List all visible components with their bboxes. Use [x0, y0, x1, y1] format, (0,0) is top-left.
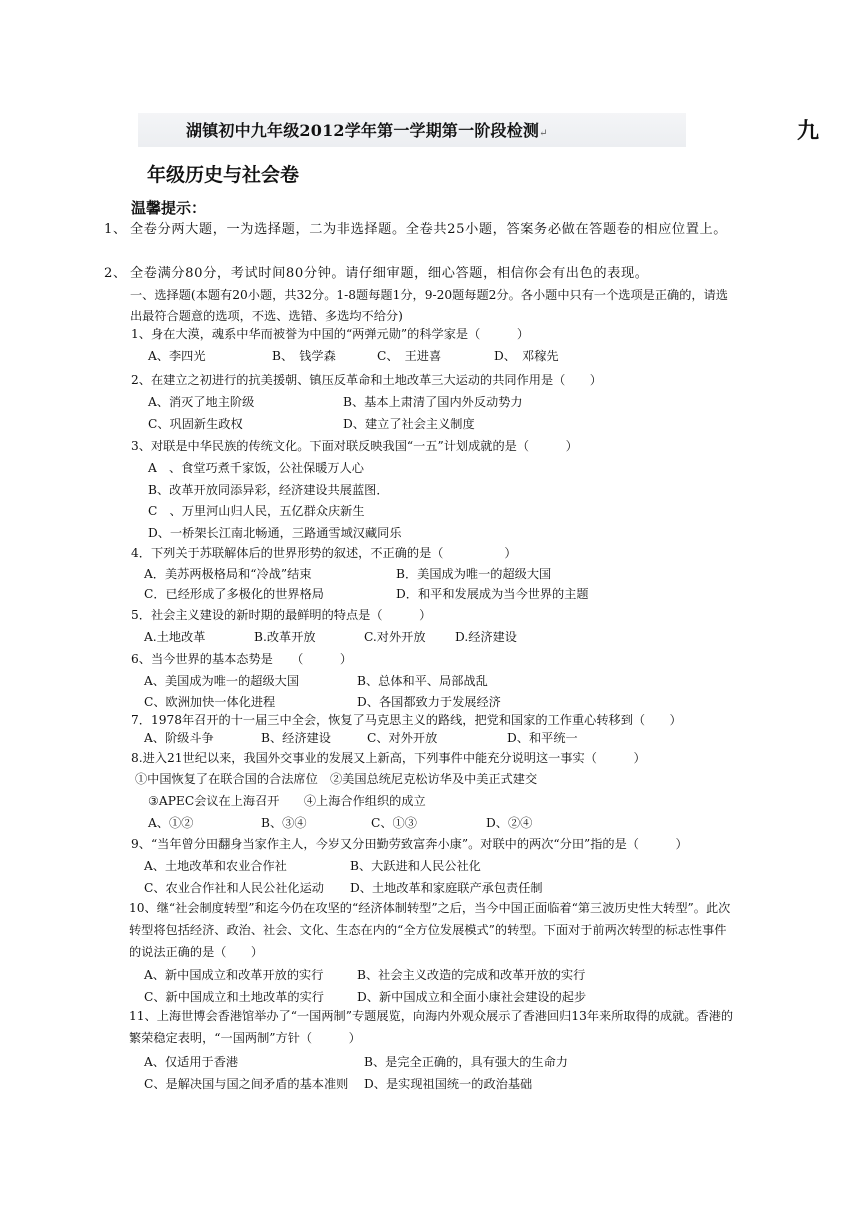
tip-number: 1、: [104, 222, 127, 237]
paragraph-return-mark: ↵: [539, 128, 548, 139]
option-c: C、欧洲加快一体化进程: [144, 695, 276, 709]
option-a: A.土地改革: [144, 630, 206, 644]
question-stem: 11、上海世博会香港馆举办了“一国两制”专题展览，向海内外观众展示了香港回归13年来所取得的成就。香港的繁荣稳定表明，“一国两制”方针（ ）: [129, 1009, 734, 1045]
option-c: C 、万里河山归人民，五亿群众庆新生: [148, 504, 365, 518]
option-a: A、①②: [148, 816, 194, 830]
option-a: A、美国成为唯一的超级大国: [144, 674, 300, 688]
question-stem: 8.进入21世纪以来，我国外交事业的发展又上新高，下列事件中能充分说明这一事实（ ）: [131, 751, 646, 765]
option-d: D、各国都致力于发展经济: [357, 695, 501, 709]
option-d: D．和平和发展成为当今世界的主题: [396, 587, 589, 601]
question-stem: 2、在建立之初进行的抗美援朝、镇压反革命和土地改革三大运动的共同作用是（ ）: [131, 373, 602, 387]
exam-title: [186, 118, 548, 141]
option-a: A、消灭了地主阶级: [148, 395, 255, 409]
option-d: D、和平统一: [507, 731, 578, 745]
exam-subtitle: 年级历史与社会卷: [147, 164, 300, 186]
question-stem: 10、继“社会制度转型”和迄今仍在攻坚的“经济体制转型”之后，当今中国正面临着“第三波历史性大转型”。此次转型将包括经济、政治、社会、文化、生态在内的“全方位发展模式”的转型。下面对于前两次转型的标志性事件的说法正确的是（ ）: [129, 901, 731, 959]
option-c: C、 王进喜: [377, 349, 442, 363]
exam-title-tail: 九: [797, 118, 820, 144]
option-a: A、土地改革和农业合作社: [144, 859, 287, 873]
option-b: B、大跃进和人民公社化: [350, 859, 481, 873]
option-d: D、一桥架长江南北畅通，三路通雪域汉藏同乐: [148, 526, 402, 540]
option-d: D.经济建设: [455, 630, 517, 644]
option-b: B、基本上肃清了国内外反动势力: [343, 395, 523, 409]
option-b: B.改革开放: [254, 630, 316, 644]
option-d: D、土地改革和家庭联产承包责任制: [350, 881, 543, 895]
tip-item-1: [104, 218, 734, 242]
question-stem: 3、对联是中华民族的传统文化。下面对联反映我国“一五”计划成就的是（ ）: [131, 439, 578, 453]
option-a: A 、食堂巧煮千家饭，公社保暖万人心: [148, 461, 364, 475]
option-b: B、是完全正确的，具有强大的生命力: [364, 1055, 568, 1069]
question-stem: 6、当今世界的基本态势是 （ ）: [131, 652, 353, 666]
option-b: B．美国成为唯一的超级大国: [396, 567, 552, 581]
option-c: C、对外开放: [367, 731, 438, 745]
question-stem: 5．社会主义建设的新时期的最鲜明的特点是（ ）: [131, 608, 432, 622]
option-b: B、③④: [261, 816, 307, 830]
option-b: B、社会主义改造的完成和改革开放的实行: [357, 968, 586, 982]
tips-heading: 温馨提示：: [131, 199, 207, 217]
question-stem: 9、“当年曾分田翻身当家作主人，今岁又分田勤劳致富奔小康”。对联中的两次“分田”指的是（ ）: [131, 837, 688, 851]
statement-list: ③APEC会议在上海召开 ④上海合作组织的成立: [148, 794, 426, 808]
tip-number: 2、: [104, 266, 127, 281]
option-a: A、阶级斗争: [144, 731, 214, 745]
option-b: B、总体和平、局部战乱: [357, 674, 488, 688]
option-c: C.对外开放: [364, 630, 426, 644]
option-b: B、改革开放同添异彩，经济建设共展蓝图．: [148, 483, 389, 497]
question-stem: 4．下列关于苏联解体后的世界形势的叙述，不正确的是（ ）: [131, 546, 517, 560]
option-d: D、建立了社会主义制度: [343, 417, 475, 431]
option-b: B、经济建设: [261, 731, 331, 745]
section-one-intro: 一、选择题(本题有20小题，共32分。1-8题每题1分，9-20题每题2分。各小题中只有一个选项是正确的，请选出最符合题意的选项，不选、选错、多选均不给分): [130, 288, 728, 323]
option-c: C、是解决国与国之间矛盾的基本准则: [144, 1077, 349, 1091]
option-c: C．已经形成了多极化的世界格局: [144, 587, 324, 601]
option-b: B、 钱学森: [272, 349, 336, 363]
statement-list: ①中国恢复了在联合国的合法席位 ②美国总统尼克松访华及中美正式建交: [135, 772, 538, 786]
option-c: C、①③: [371, 816, 417, 830]
option-c: C、新中国成立和土地改革的实行: [144, 990, 324, 1004]
option-d: D、 邓稼先: [494, 349, 559, 363]
exam-title-text: 湖镇初中九年级2012学年第一学期第一阶段检测: [186, 121, 540, 140]
option-a: A．美苏两极格局和“冷战”结束: [144, 567, 312, 581]
question-stem: 1、身在大漠，魂系中华而被誉为中国的“两弹元勋”的科学家是（ ）: [131, 327, 530, 341]
option-a: A、仅适用于香港: [144, 1055, 239, 1069]
option-d: D、②④: [486, 816, 533, 830]
option-d: D、新中国成立和全面小康社会建设的起步: [357, 990, 587, 1004]
tip-text: 全卷满分80分，考试时间80分钟。请仔细审题，细心答题，相信你会有出色的表现。: [130, 266, 649, 281]
question-stem: 7．1978年召开的十一届三中全会，恢复了马克思主义的路线，把党和国家的工作重心转移到（ ）: [131, 713, 682, 727]
option-a: A、新中国成立和改革开放的实行: [144, 968, 324, 982]
option-c: C、农业合作社和人民公社化运动: [144, 881, 324, 895]
tip-item-2: [104, 262, 734, 286]
option-c: C、巩固新生政权: [148, 417, 243, 431]
tip-text: 全卷分两大题，一为选择题，二为非选择题。全卷共25小题，答案务必做在答题卷的相应位置上。: [130, 222, 728, 237]
option-d: D、是实现祖国统一的政治基础: [364, 1077, 533, 1091]
option-a: A、李四光: [148, 349, 206, 363]
